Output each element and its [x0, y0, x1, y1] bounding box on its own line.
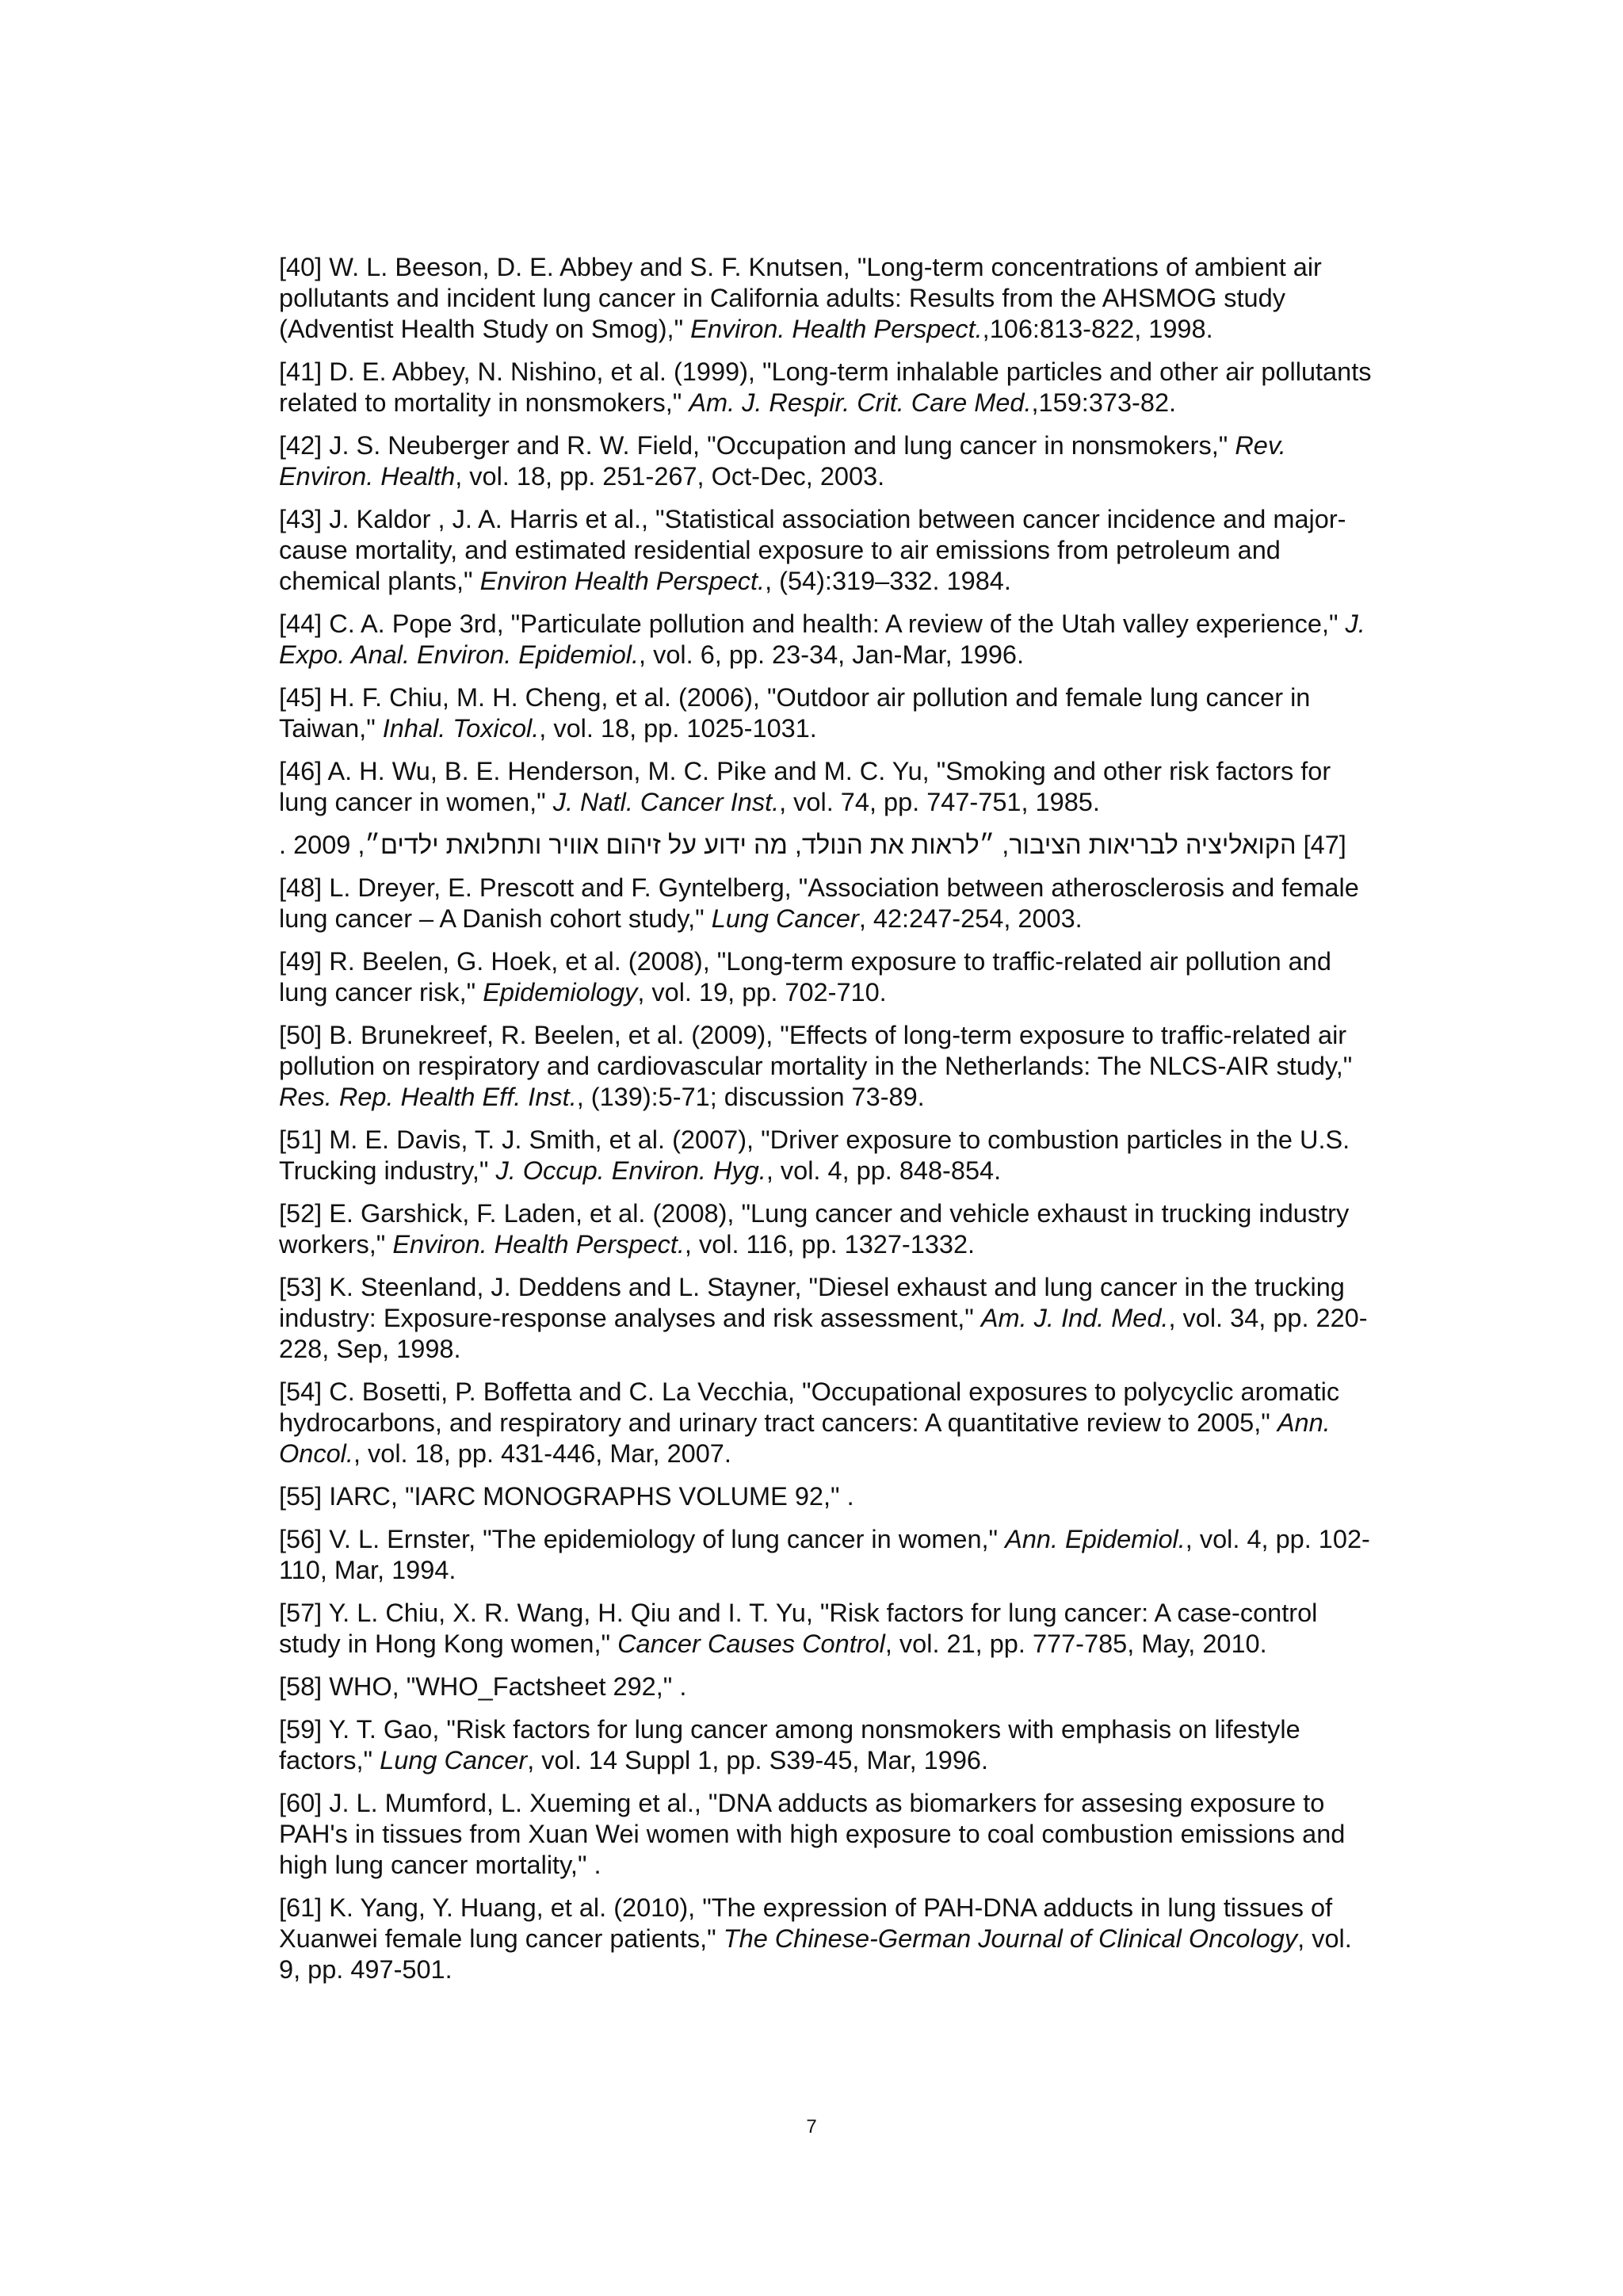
reference-entry: [279, 504, 1373, 597]
reference-journal-title: The Chinese-German Journal of Clinical Oncology: [723, 1924, 1298, 1953]
reference-text: , vol. 4, pp. 102-110, Mar, 1994.: [279, 1525, 1370, 1584]
reference-journal-title: Rev. Environ. Health: [279, 431, 1286, 491]
reference-entry: [279, 252, 1373, 345]
reference-text: [40] W. L. Beeson, D. E. Abbey and S. F. Knutsen, "Long-term concentrations of ambient air pollutants and incident lung cancer in California adults: Results from the AHSMOG study (Adventist Health Study on Smog),": [279, 253, 1322, 343]
reference-entry: [279, 682, 1373, 744]
reference-text: [57] Y. L. Chiu, X. R. Wang, H. Qiu and I. T. Yu, "Risk factors for lung cancer: A case-control study in Hong Kong women,": [279, 1599, 1318, 1658]
reference-text: , vol. 14 Suppl 1, pp. S39-45, Mar, 1996.: [527, 1746, 989, 1775]
reference-text: [47] הקואליציה לבריאות הציבור, ״לראות את הנולד, מה ידוע על זיהום אוויר ותחלואת ילדים״, 2009 .: [279, 831, 1346, 859]
reference-journal-title: Cancer Causes Control: [617, 1629, 885, 1658]
reference-entry: [279, 1671, 1373, 1702]
reference-entry: [279, 1788, 1373, 1881]
reference-entry: [279, 830, 1373, 861]
reference-text: , vol. 19, pp. 702-710.: [637, 978, 887, 1007]
reference-text: [49] R. Beelen, G. Hoek, et al. (2008), "Long-term exposure to traffic-related air pollution and lung cancer risk,": [279, 947, 1331, 1007]
reference-journal-title: Ann. Oncol.: [279, 1408, 1331, 1468]
reference-entry: [279, 357, 1373, 418]
reference-entry: [279, 609, 1373, 670]
reference-journal-title: J. Expo. Anal. Environ. Epidemiol.: [279, 609, 1365, 669]
reference-text: , vol. 74, pp. 747-751, 1985.: [779, 788, 1100, 816]
reference-text: [45] H. F. Chiu, M. H. Cheng, et al. (2006), "Outdoor air pollution and female lung cancer in Taiwan,": [279, 683, 1311, 743]
reference-text: [48] L. Dreyer, E. Prescott and F. Gyntelberg, "Association between atherosclerosis and female lung cancer – A Danish cohort study,": [279, 873, 1359, 933]
reference-entry: [279, 430, 1373, 492]
reference-text: , vol. 21, pp. 777-785, May, 2010.: [884, 1629, 1267, 1658]
reference-text: [58] WHO, "WHO_Factsheet 292," .: [279, 1672, 687, 1701]
reference-text: [50] B. Brunekreef, R. Beelen, et al. (2009), "Effects of long-term exposure to traffic-related air pollution on respiratory and cardiovascular mortality in the Netherlands: The NLCS-AIR study,": [279, 1021, 1353, 1080]
reference-journal-title: Ann. Epidemiol.: [1005, 1525, 1186, 1553]
reference-entry: [279, 1893, 1373, 1985]
reference-text: , vol. 18, pp. 1025-1031.: [539, 714, 817, 743]
reference-text: , vol. 116, pp. 1327-1332.: [684, 1230, 976, 1259]
reference-text: , (139):5-71; discussion 73-89.: [576, 1083, 925, 1111]
reference-text: [54] C. Bosetti, P. Boffetta and C. La Vecchia, "Occupational exposures to polycyclic aromatic hydrocarbons, and respiratory and urinary tract cancers: A quantitative review to 2005,": [279, 1377, 1340, 1437]
reference-journal-title: Am. J. Respir. Crit. Care Med.: [689, 388, 1032, 417]
reference-text: [52] E. Garshick, F. Laden, et al. (2008), "Lung cancer and vehicle exhaust in trucking industry workers,": [279, 1199, 1350, 1259]
reference-journal-title: J. Natl. Cancer Inst.: [552, 788, 780, 816]
reference-journal-title: Epidemiology: [483, 978, 638, 1007]
reference-journal-title: Lung Cancer: [380, 1746, 528, 1775]
reference-entry: [279, 873, 1373, 934]
reference-journal-title: Res. Rep. Health Eff. Inst.: [279, 1083, 577, 1111]
reference-text: ,159:373-82.: [1031, 388, 1177, 417]
reference-entry: [279, 1125, 1373, 1186]
reference-journal-title: Environ. Health Perspect.: [690, 315, 983, 343]
reference-text: , vol. 6, pp. 23-34, Jan-Mar, 1996.: [639, 640, 1025, 669]
reference-entry: [279, 946, 1373, 1008]
reference-journal-title: Environ Health Perspect.: [479, 567, 766, 595]
reference-entry: [279, 1377, 1373, 1469]
reference-list: [279, 252, 1373, 1997]
reference-entry: [279, 1272, 1373, 1365]
reference-text: [46] A. H. Wu, B. E. Henderson, M. C. Pike and M. C. Yu, "Smoking and other risk factors for lung cancer in women,": [279, 757, 1331, 816]
reference-text: , (54):319–332. 1984.: [765, 567, 1011, 595]
reference-text: , vol. 34, pp. 220-228, Sep, 1998.: [279, 1304, 1368, 1363]
reference-text: [55] IARC, "IARC MONOGRAPHS VOLUME 92," .: [279, 1482, 854, 1511]
reference-text: [60] J. L. Mumford, L. Xueming et al., "DNA adducts as biomarkers for assesing exposure to PAH's in tissues from Xuan Wei women with high exposure to coal combustion emissions and high lung cancer mortality," .: [279, 1789, 1346, 1879]
reference-entry: [279, 1524, 1373, 1586]
reference-text: [56] V. L. Ernster, "The epidemiology of lung cancer in women,": [279, 1525, 1006, 1553]
reference-journal-title: Environ. Health Perspect.: [392, 1230, 685, 1259]
reference-journal-title: J. Occup. Environ. Hyg.: [495, 1156, 766, 1185]
reference-text: , 42:247-254, 2003.: [858, 904, 1083, 933]
reference-entry: [279, 1714, 1373, 1776]
reference-text: ,106:813-822, 1998.: [982, 315, 1213, 343]
reference-text: , vol. 18, pp. 251-267, Oct-Dec, 2003.: [455, 462, 885, 491]
reference-entry: [279, 1198, 1373, 1260]
page-number: 7: [806, 2116, 817, 2137]
reference-text: [44] C. A. Pope 3rd, "Particulate pollution and health: A review of the Utah valley experience,": [279, 609, 1346, 638]
reference-text: [59] Y. T. Gao, "Risk factors for lung cancer among nonsmokers with emphasis on lifestyle factors,": [279, 1715, 1300, 1775]
reference-journal-title: Am. J. Ind. Med.: [980, 1304, 1169, 1332]
reference-text: , vol. 18, pp. 431-446, Mar, 2007.: [353, 1439, 731, 1468]
reference-text: [43] J. Kaldor , J. A. Harris et al., "Statistical association between cancer incidence and major-cause mortality, and estimated residential exposure to air emissions from petroleum and chemical plants,": [279, 505, 1346, 595]
reference-journal-title: Lung Cancer: [711, 904, 859, 933]
reference-entry: [279, 756, 1373, 818]
reference-text: [42] J. S. Neuberger and R. W. Field, "Occupation and lung cancer in nonsmokers,": [279, 431, 1235, 460]
reference-text: , vol. 4, pp. 848-854.: [766, 1156, 1002, 1185]
reference-text: [61] K. Yang, Y. Huang, et al. (2010), "The expression of PAH-DNA adducts in lung tissues of Xuanwei female lung cancer patients,": [279, 1893, 1333, 1953]
reference-text: [53] K. Steenland, J. Deddens and L. Stayner, "Diesel exhaust and lung cancer in the trucking industry: Exposure-response analyses and risk assessment,": [279, 1273, 1345, 1332]
reference-text: [51] M. E. Davis, T. J. Smith, et al. (2007), "Driver exposure to combustion particles in the U.S. Trucking industry,": [279, 1125, 1350, 1185]
reference-text: [41] D. E. Abbey, N. Nishino, et al. (1999), "Long-term inhalable particles and other air pollutants related to mortality in nonsmokers,": [279, 357, 1372, 417]
reference-journal-title: Inhal. Toxicol.: [382, 714, 540, 743]
reference-entry: [279, 1020, 1373, 1113]
reference-entry: [279, 1598, 1373, 1660]
reference-entry: [279, 1481, 1373, 1512]
reference-text: , vol. 9, pp. 497-501.: [279, 1924, 1352, 1984]
